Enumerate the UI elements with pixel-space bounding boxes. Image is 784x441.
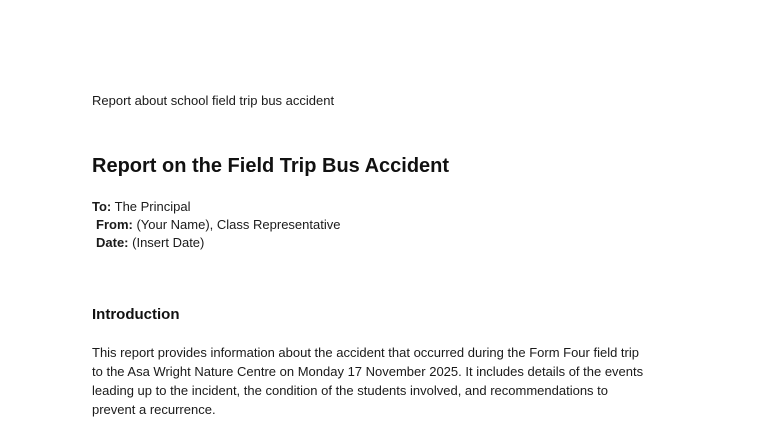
paragraph-line: This report provides information about the accident that occurred during the Form Four field trip <box>92 345 639 360</box>
memo-from-row <box>92 216 340 234</box>
memo-to-label: To: <box>92 199 112 214</box>
report-title: Report on the Field Trip Bus Accident <box>92 155 450 177</box>
memo-date-label: Date: <box>96 235 129 250</box>
introduction-paragraph <box>92 343 702 419</box>
memo-header <box>92 198 340 252</box>
memo-from-value: (Your Name), Class Representative <box>132 217 341 232</box>
paragraph-line: prevent a recurrence. <box>92 402 216 417</box>
introduction-heading: Introduction <box>92 306 180 323</box>
paragraph-line: leading up to the incident, the condition of the students involved, and recommendations to <box>92 383 609 398</box>
memo-to-row <box>92 198 340 216</box>
memo-to-value: The Principal <box>111 199 191 214</box>
document-subject: Report about school field trip bus accident <box>92 93 335 108</box>
memo-date-row <box>92 234 340 252</box>
memo-date-value: (Insert Date) <box>128 235 205 250</box>
paragraph-line: to the Asa Wright Nature Centre on Monday 17 November 2025. It includes details of the events <box>92 364 644 379</box>
memo-from-label: From: <box>96 217 133 232</box>
